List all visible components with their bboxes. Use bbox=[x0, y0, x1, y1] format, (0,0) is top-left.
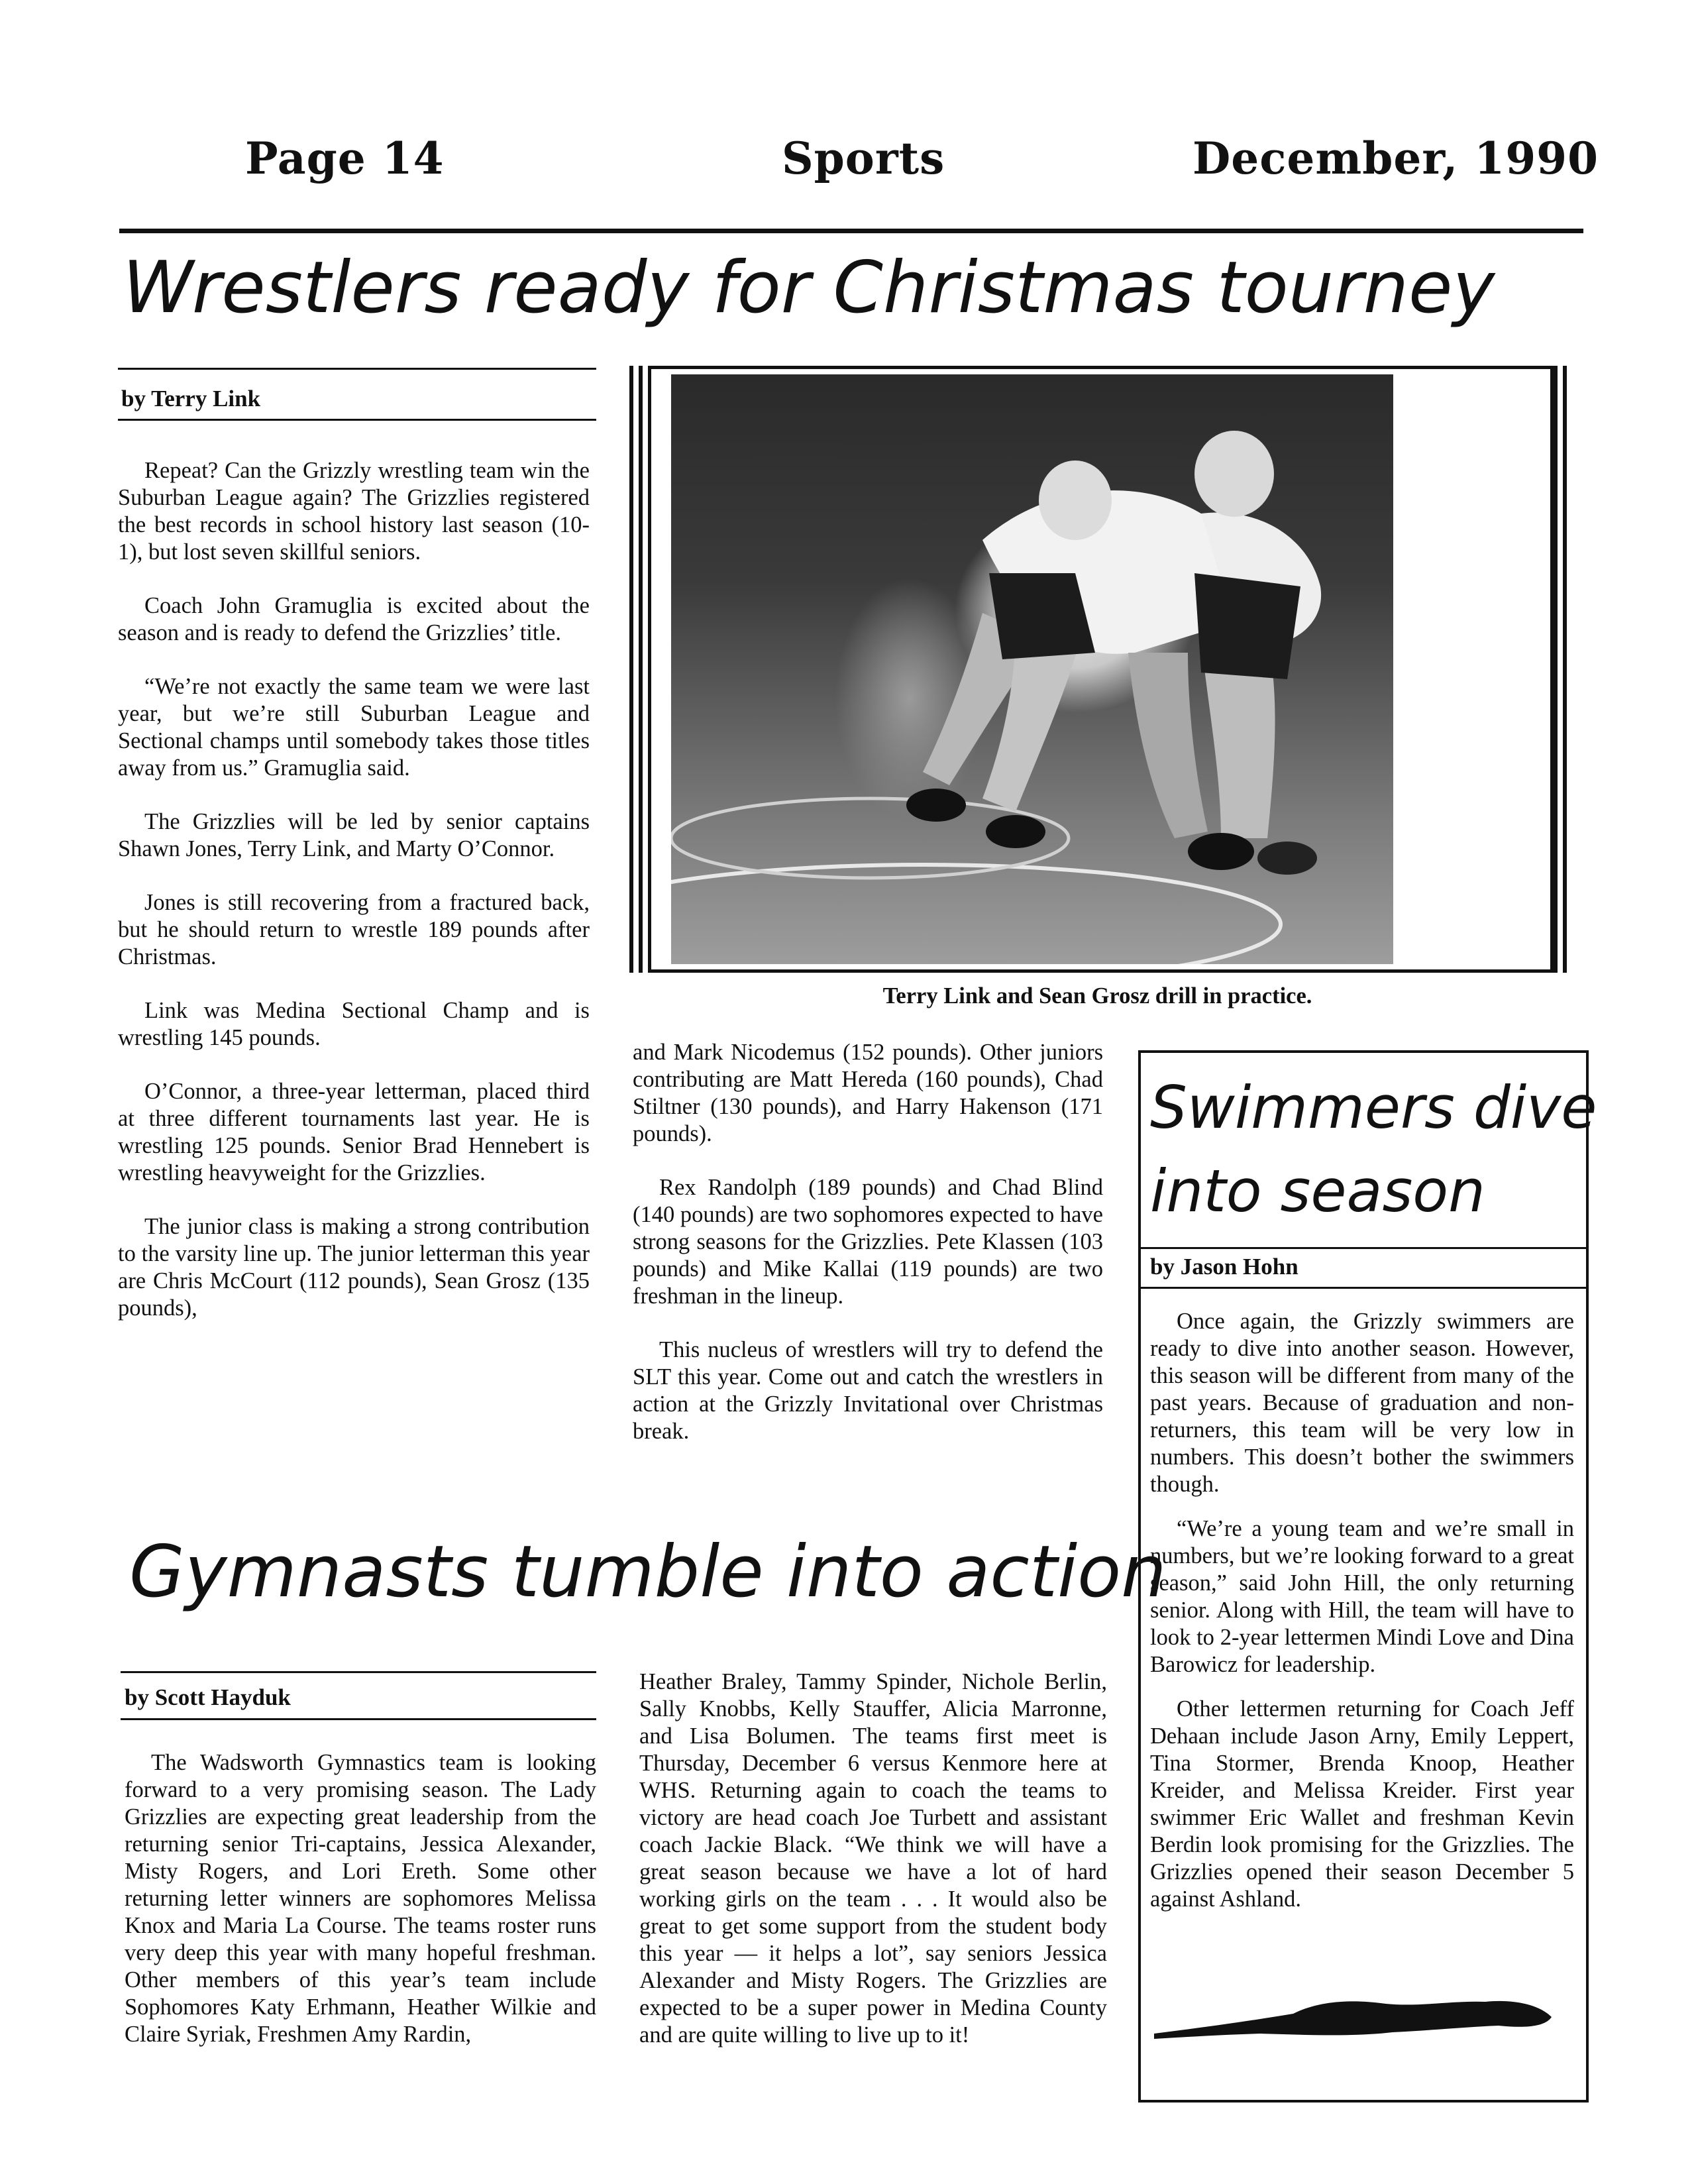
gymnasts-byline-rule-bottom bbox=[121, 1718, 596, 1720]
wrestlers-paragraph: This nucleus of wrestlers will try to defend the SLT this year. Come out and catch the wrestlers in action at the Grizzly Invitational over Christmas break. bbox=[633, 1337, 1103, 1444]
photo-border-left bbox=[629, 366, 648, 973]
swimmers-byline-rule-bottom bbox=[1141, 1287, 1586, 1289]
wrestling-photo-frame bbox=[648, 366, 1554, 973]
section-title: Sports bbox=[782, 133, 945, 184]
wrestlers-paragraph: The junior class is making a strong contribution to the varsity line up. The junior letterman this year are Chris McCourt (112 pounds), Sean Grosz (135 pounds), bbox=[118, 1214, 590, 1321]
gymnasts-column-2 bbox=[639, 1668, 1107, 2075]
gymnasts-paragraph: Heather Braley, Tammy Spinder, Nichole Berlin, Sally Knobbs, Kelly Stauffer, Alicia Marronne, and Lisa Bolumen. The teams first meet is Thursday, December 6 versus Kenmore here at WHS. Returning again to coach the teams to victory are head coach Joe Turbett and assistant coach Jackie Black. “We think we will have a great season because we have a lot of hard working girls on the team . . . It would also be great to get some support from the student body this year — it helps a lot”, say seniors Jessica Alexander and Misty Rogers. The Grizzlies are expected to be a super power in Medina County and are quite willing to live up to it! bbox=[639, 1669, 1107, 2048]
wrestlers-byline-rule-top bbox=[118, 368, 596, 370]
photo-caption: Terry Link and Sean Grosz drill in practice. bbox=[882, 983, 1312, 1009]
swimmers-paragraph: “We’re a young team and we’re small in numbers, but we’re looking forward to a great season,” said John Hill, the only returning senior. Along with Hill, the team will have to look to 2-year lettermen Mindi Love and Dina Barowicz for leadership. bbox=[1150, 1516, 1574, 1677]
swimmers-byline-rule-top bbox=[1141, 1247, 1586, 1249]
gymnasts-headline: Gymnasts tumble into action bbox=[129, 1531, 1167, 1613]
wrestlers-column-2 bbox=[633, 1039, 1103, 1472]
page-number: Page 14 bbox=[245, 133, 445, 184]
swimmers-headline-line-1: Swimmers dive bbox=[1150, 1073, 1597, 1142]
swimmer-silhouette-icon bbox=[1154, 1987, 1565, 2047]
wrestlers-paragraph: Rex Randolph (189 pounds) and Chad Blind (140 pounds) are two sophomores expected to have strong seasons for the Grizzlies. Pete Klassen (103 pounds) and Mike Kallai (119 pounds) are two freshman in the lineup. bbox=[633, 1175, 1103, 1309]
photo-border-right bbox=[1554, 366, 1572, 973]
wrestlers-paragraph: O’Connor, a three-year letterman, placed third at three different tournaments last year. He is wrestling 125 pounds. Senior Brad Hennebert is wrestling heavyweight for the Grizzlies. bbox=[118, 1079, 590, 1185]
wrestlers-paragraph: Repeat? Can the Grizzly wrestling team win the Suburban League again? The Grizzlies registered the best records in school history last season (10-1), but lost seven skillful seniors. bbox=[118, 458, 590, 565]
swimmers-paragraph: Once again, the Grizzly swimmers are ready to dive into another season. However, this season will be different from many of the past years. Because of graduation and non-returners, this team will be very low in numbers. This doesn’t bother the swimmers though. bbox=[1150, 1309, 1574, 1497]
gymnasts-byline-rule-top bbox=[121, 1671, 596, 1673]
wrestlers-paragraph: “We’re not exactly the same team we were last year, but we’re still Suburban League and Sectional champs until somebody takes those titles away from us.” Gramuglia said. bbox=[118, 674, 590, 781]
swimmers-paragraph: Other lettermen returning for Coach Jeff Dehaan include Jason Arny, Emily Leppert, Tina Stormer, Brenda Knoop, Heather Kreider, and Melissa Kreider. First year swimmer Eric Wallet and freshman Kevin Berdin look promising for the Grizzlies. The Grizzlies opened their season December 5 against Ashland. bbox=[1150, 1696, 1574, 1912]
swimmers-article-box bbox=[1138, 1050, 1597, 2102]
wrestling-photo bbox=[671, 374, 1393, 964]
issue-date: December, 1990 bbox=[1192, 133, 1599, 184]
wrestlers-paragraph: and Mark Nicodemus (152 pounds). Other juniors contributing are Matt Hereda (160 pounds), Chad Stiltner (130 pounds), and Harry Hakenson (171 pounds). bbox=[633, 1040, 1103, 1146]
wrestlers-silhouette bbox=[671, 374, 1393, 964]
swimmers-text bbox=[1150, 1308, 1574, 1930]
wrestlers-paragraph: Coach John Gramuglia is excited about the season and is ready to defend the Grizzlies’ title. bbox=[118, 593, 590, 645]
wrestlers-byline-rule-bottom bbox=[118, 419, 596, 421]
wrestlers-paragraph: The Grizzlies will be led by senior captains Shawn Jones, Terry Link, and Marty O’Connor. bbox=[118, 809, 590, 861]
gymnasts-column-1 bbox=[125, 1749, 596, 2075]
wrestlers-paragraph: Link was Medina Sectional Champ and is wrestling 145 pounds. bbox=[118, 998, 590, 1050]
wrestlers-paragraph: Jones is still recovering from a fractured back, but he should return to wrestle 189 pounds after Christmas. bbox=[118, 890, 590, 969]
wrestlers-byline: by Terry Link bbox=[121, 386, 261, 411]
gymnasts-paragraph: The Wadsworth Gymnastics team is looking forward to a very promising season. The Lady Grizzlies are expecting great leadership from the returning senior Tri-captains, Jessica Alexander, Misty Rogers, and Lori Ereth. Some other returning letter winners are sophomores Melissa Knox and Maria La Course. The teams roster runs very deep this year with many hopeful freshman. Other members of this year’s team include Sophomores Katy Erhmann, Heather Wilkie and Claire Syriak, Freshmen Amy Rardin, bbox=[125, 1750, 596, 2047]
swimmers-byline: by Jason Hohn bbox=[1150, 1254, 1298, 1280]
wrestlers-headline: Wrestlers ready for Christmas tourney bbox=[123, 246, 1495, 329]
gymnasts-byline: by Scott Hayduk bbox=[125, 1684, 291, 1710]
swimmers-headline bbox=[1150, 1066, 1597, 1233]
swimmers-headline-line-2: into season bbox=[1150, 1157, 1485, 1225]
wrestlers-column-1 bbox=[118, 457, 590, 1348]
masthead-rule bbox=[119, 229, 1583, 233]
